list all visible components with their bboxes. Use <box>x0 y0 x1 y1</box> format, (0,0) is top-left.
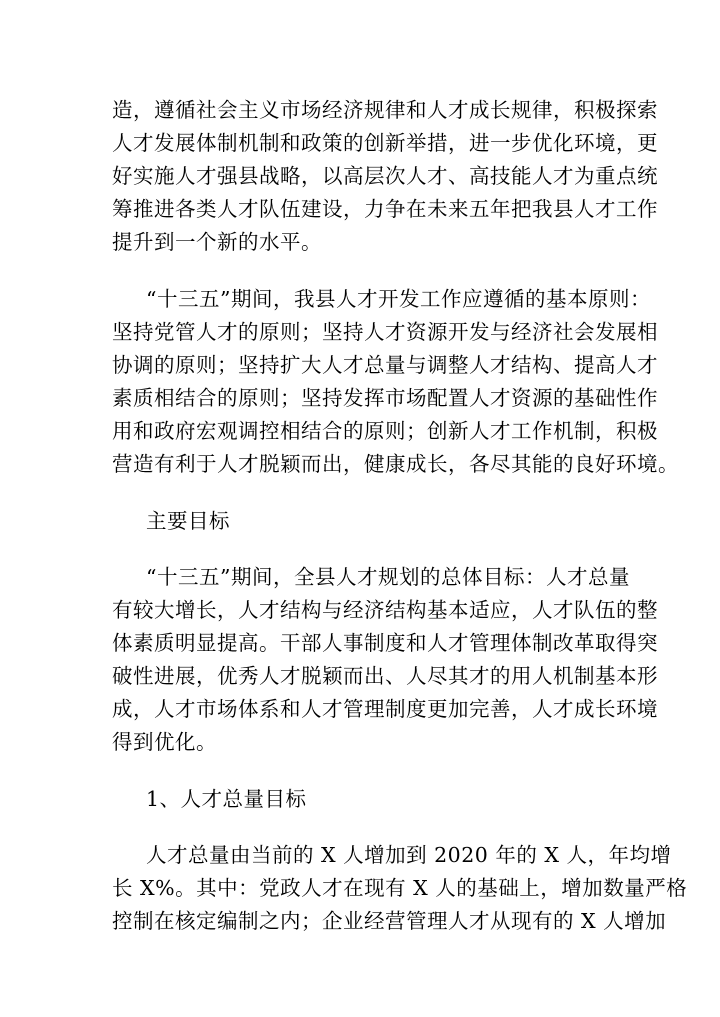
paragraph-line: 提升到一个新的水平。 <box>112 230 322 254</box>
subsection-heading: 1、人才总量目标 <box>146 787 307 811</box>
paragraph-line: “十三五”期间，全县人才规划的总体目标：人才总量 <box>146 565 630 589</box>
paragraph-line: “十三五”期间，我县人才开发工作应遵循的基本原则： <box>146 287 651 311</box>
paragraph-line: 长 X%。其中：党政人才在现有 X 人的基础上，增加数量严格 <box>112 876 688 900</box>
paragraph-line: 好实施人才强县战略，以高层次人才、高技能人才为重点统 <box>112 164 658 188</box>
paragraph-line: 人才发展体制机制和政策的创新举措，进一步优化环境，更 <box>112 131 658 155</box>
paragraph-line: 人才总量由当前的 X 人增加到 2020 年的 X 人，年均增 <box>146 843 672 867</box>
paragraph-line: 成，人才市场体系和人才管理制度更加完善，人才成长环境 <box>112 697 658 721</box>
paragraph-line: 控制在核定编制之内；企业经营管理人才从现有的 X 人增加 <box>112 909 667 933</box>
paragraph-line: 筹推进各类人才队伍建设，力争在未来五年把我县人才工作 <box>112 197 658 221</box>
paragraph-line: 坚持党管人才的原则；坚持人才资源开发与经济社会发展相 <box>112 320 658 344</box>
paragraph-line: 用和政府宏观调控相结合的原则；创新人才工作机制，积极 <box>112 419 658 443</box>
paragraph-line: 造，遵循社会主义市场经济规律和人才成长规律，积极探索 <box>112 98 658 122</box>
paragraph-line: 协调的原则；坚持扩大人才总量与调整人才结构、提高人才 <box>112 353 658 377</box>
paragraph-line: 营造有利于人才脱颖而出，健康成长，各尽其能的良好环境。 <box>112 452 679 476</box>
paragraph-line: 体素质明显提高。干部人事制度和人才管理体制改革取得突 <box>112 631 658 655</box>
paragraph-line: 破性进展，优秀人才脱颖而出、人尽其才的用人机制基本形 <box>112 664 658 688</box>
section-heading: 主要目标 <box>146 509 230 533</box>
paragraph-line: 素质相结合的原则；坚持发挥市场配置人才资源的基础性作 <box>112 386 658 410</box>
paragraph-line: 有较大增长，人才结构与经济结构基本适应，人才队伍的整 <box>112 598 658 622</box>
paragraph-line: 得到优化。 <box>112 730 217 754</box>
